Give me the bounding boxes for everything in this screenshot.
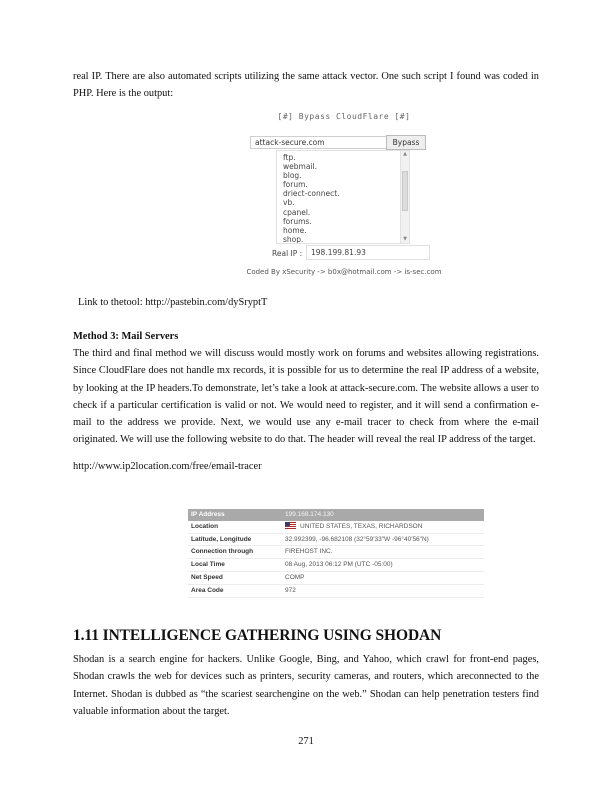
subdomain-list-item[interactable]: vb. <box>283 198 295 208</box>
scroll-down-icon[interactable]: ▼ <box>403 236 407 242</box>
bypass-cloudflare-screenshot <box>246 112 442 282</box>
method-heading: Method 3: Mail Servers <box>73 331 179 342</box>
row-value: FIREHOST INC. <box>285 548 333 556</box>
page-number: 271 <box>298 736 314 747</box>
tool-title: [#] Bypass CloudFlare [#] <box>277 112 411 121</box>
domain-input[interactable]: attack-secure.com <box>250 136 390 149</box>
header-label: IP Address <box>191 511 225 518</box>
subdomain-list-item[interactable]: forums. <box>283 216 312 226</box>
intro-paragraph: real IP. There are also automated scripts utilizing the same attack vector. One such script I found was coded in PHP. Here is the output: <box>73 71 539 100</box>
subdomain-list-item[interactable]: cpanel. <box>283 207 311 217</box>
ip-location-table <box>188 509 484 598</box>
scroll-up-icon[interactable]: ▲ <box>403 151 407 157</box>
scrollbar[interactable] <box>400 151 409 243</box>
table-row <box>188 534 484 547</box>
row-label: Local Time <box>191 561 225 569</box>
row-value: COMP <box>285 573 305 581</box>
tool-link[interactable]: Link to thetool: http://pastebin.com/dySryptT <box>78 297 268 308</box>
subdomain-list-item[interactable]: home. <box>283 225 307 235</box>
row-value-wrap <box>285 572 305 584</box>
row-value-wrap <box>285 546 333 558</box>
row-value-wrap <box>285 559 393 571</box>
subdomain-list-item[interactable]: blog. <box>283 171 302 181</box>
real-ip-field[interactable]: 198.199.81.93 <box>306 245 430 260</box>
subdomain-list-item[interactable]: forum. <box>283 180 308 190</box>
method-paragraph: The third and final method we will discuss would mostly work on forums and websites allowing registrations. Since CloudFlare does not handle mx records, it is possible for us to determine the real IP address of a website, by looking at the IP headers.To demonstrate, let’s take a look at attack-secure.com. The website allows a user to check if a particular certification is valid or not. We would need to register, and it will send a confirmation e-mail to the address we provide. Next, we would use any e-mail tracer to check from where the e-mail originated. We will use the following website to do that. The header will reveal the real IP address of the target. <box>73 348 539 446</box>
table-row <box>188 585 484 598</box>
subdomain-list-item[interactable]: shop. <box>283 234 304 244</box>
scroll-thumb[interactable] <box>402 171 408 211</box>
section-paragraph: Shodan is a search engine for hackers. Unlike Google, Bing, and Yahoo, which crawl for front-end pages, Shodan crawls the web for devices such as printers, security cameras, and routers, which areconnected to the Internet. Shodan is dubbed as “the scariest searchengine on the web.” Shodan can help penetration testers find valuable information about the target. <box>73 654 539 717</box>
row-value-wrap <box>285 534 429 546</box>
real-ip-label: Real IP : <box>272 249 303 258</box>
row-value: UNITED STATES, TEXAS, RICHARDSON <box>300 522 423 530</box>
bypass-button[interactable]: Bypass <box>386 135 426 150</box>
us-flag-icon <box>285 522 296 529</box>
table-row <box>188 521 484 534</box>
tracer-url[interactable]: http://www.ip2location.com/free/email-tracer <box>73 461 262 472</box>
row-label: Net Speed <box>191 573 223 581</box>
row-value-wrap <box>285 521 422 533</box>
table-row <box>188 572 484 585</box>
row-label: Location <box>191 522 219 530</box>
subdomain-list[interactable] <box>276 150 410 244</box>
row-value: 972 <box>285 586 296 594</box>
row-value: 32.992399, -96.682108 (32°59'33"W -96°40'56"N) <box>285 535 429 543</box>
row-label: Area Code <box>191 586 224 594</box>
subdomain-list-item[interactable]: driect-connect. <box>283 189 340 199</box>
row-label: Connection through <box>191 548 254 556</box>
table-row <box>188 546 484 559</box>
header-value: 199.168.174.130 <box>285 511 334 518</box>
table-row <box>188 559 484 572</box>
row-label: Latitude, Longitude <box>191 535 252 543</box>
tool-credit: Coded By xSecurity -> b0x@hotmail.com -> is-sec.com <box>246 268 442 276</box>
subdomain-list-item[interactable]: ftp. <box>283 153 296 162</box>
row-value: 08 Aug, 2013 06:12 PM (UTC -05:00) <box>285 561 393 569</box>
subdomain-list-item[interactable]: webmail. <box>283 162 317 172</box>
row-value-wrap <box>285 585 296 597</box>
section-heading: 1.11 INTELLIGENCE GATHERING USING SHODAN <box>73 627 442 644</box>
table-header-row <box>188 509 484 521</box>
